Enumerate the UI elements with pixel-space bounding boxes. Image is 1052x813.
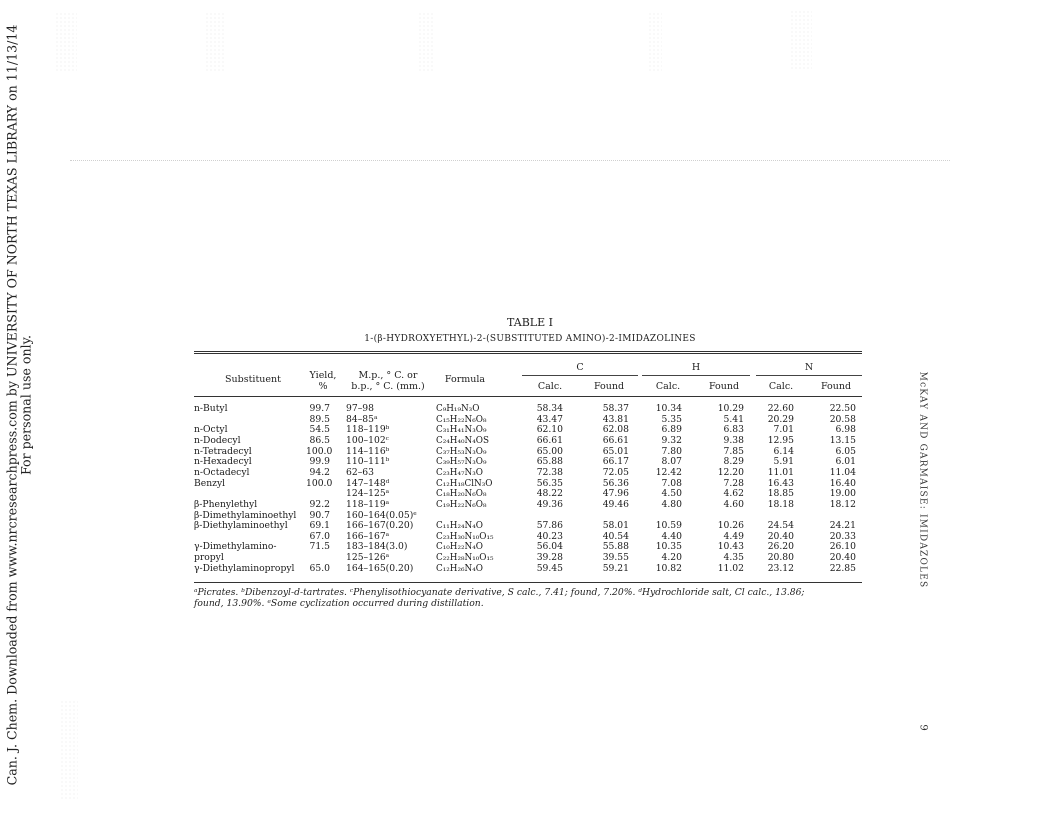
cell-mp: 166–167ᵃ	[346, 530, 390, 542]
scan-noise	[60, 700, 78, 800]
cell-c-found: 39.55	[602, 552, 629, 564]
footnote-line1: ᵃPicrates. ᵇDibenzoyl-d-tartrates. ᶜPhenylisothiocyanate derivative, S calc., 7.41; found, 7.20%. ᵈHydrochloride salt, Cl calc., 13.86;	[194, 587, 805, 598]
cell-n-calc: 22.60	[767, 403, 794, 414]
cell-n-found: 6.98	[835, 424, 856, 436]
cell-mp: 164–165(0.20)	[346, 562, 414, 574]
cell-mp: 62–63	[346, 466, 374, 478]
cell-yield: 65.0	[309, 562, 330, 574]
cell-c-found: 72.05	[602, 466, 629, 478]
cell-n-calc: 23.12	[767, 562, 794, 574]
cell-h-found: 5.41	[723, 413, 744, 425]
download-notice-line1: Can. J. Chem. Downloaded from www.nrcresearchpress.com by UNIVERSITY OF NORTH TEXAS LIBRARY on 11/13/14	[4, 24, 20, 786]
cell-formula: C₁₈H₂₀N₆O₈	[436, 489, 487, 500]
cell-formula: C₃₁H₄₁N₃O₉	[436, 425, 487, 436]
cell-substituent: β-Phenylethyl	[194, 498, 258, 510]
cell-mp: 110–111ᵇ	[346, 456, 390, 468]
header-n-calc: Calc.	[768, 381, 794, 392]
cell-yield: 92.2	[309, 498, 330, 510]
cell-n-found: 18.12	[829, 498, 856, 510]
cell-h-calc: 5.35	[661, 413, 682, 425]
cell-h-calc: 4.50	[661, 488, 682, 500]
header-group-h: H	[691, 362, 701, 373]
cell-yield: 99.7	[309, 403, 330, 414]
cell-yield: 67.0	[309, 530, 330, 542]
cell-n-found: 16.40	[829, 477, 856, 489]
cell-c-found: 65.01	[602, 445, 629, 457]
cell-h-found: 10.26	[717, 520, 744, 532]
cell-c-calc: 58.34	[536, 403, 563, 414]
cell-substituent: γ-Dimethylamino-	[194, 541, 277, 553]
cell-yield: 86.5	[309, 434, 330, 446]
table-top-rule-2	[194, 353, 862, 354]
cell-n-calc: 24.54	[767, 520, 794, 532]
cell-yield: 89.5	[309, 413, 330, 425]
cell-h-calc: 10.35	[655, 541, 682, 553]
cell-h-calc: 7.08	[661, 477, 682, 489]
cell-h-calc: 12.42	[655, 466, 682, 478]
cell-h-found: 10.29	[717, 403, 744, 414]
cell-c-found: 43.81	[602, 413, 629, 425]
cell-formula: C₁₁H₂₄N₄O	[436, 521, 483, 532]
table-row	[194, 404, 862, 415]
table-row	[194, 447, 862, 458]
table-footnotes	[194, 587, 866, 609]
cell-formula: C₂₂H₂₈N₁₀O₁₅	[436, 553, 494, 564]
cell-h-calc: 9.32	[661, 434, 682, 446]
cell-c-calc: 62.10	[536, 424, 563, 436]
cell-n-found: 26.10	[829, 541, 856, 553]
cell-formula: C₂₃H₃₀N₁₀O₁₅	[436, 531, 494, 542]
group-rule-n	[756, 375, 862, 376]
cell-c-found: 55.88	[602, 541, 629, 553]
cell-mp: 125–126ᵃ	[346, 552, 390, 564]
cell-mp: 183–184(3.0)	[346, 541, 408, 553]
cell-h-found: 4.62	[723, 488, 744, 500]
cell-h-found: 7.28	[723, 477, 744, 489]
cell-substituent: n-Dodecyl	[194, 434, 241, 446]
cell-c-found: 66.61	[602, 434, 629, 446]
table-row	[194, 436, 862, 447]
cell-c-found: 58.01	[602, 520, 629, 532]
cell-substituent: n-Tetradecyl	[194, 445, 252, 457]
cell-n-found: 11.04	[829, 466, 856, 478]
cell-c-calc: 48.22	[536, 488, 563, 500]
header-h-calc: Calc.	[655, 381, 681, 392]
cell-formula: C₁₂H₂₆N₄O	[436, 563, 483, 574]
header-yield-line2: %	[318, 381, 328, 392]
cell-mp: 118–119ᵇ	[346, 424, 390, 436]
cell-yield: 99.9	[309, 456, 330, 468]
cell-substituent: γ-Diethylaminopropyl	[194, 562, 295, 574]
cell-n-calc: 20.40	[767, 530, 794, 542]
cell-formula: C₁₂H₁₈ClN₃O	[436, 478, 493, 489]
table-caption: 1-(β-HYDROXYETHYL)-2-(SUBSTITUTED AMINO)-2-IMIDAZOLINES	[364, 334, 696, 344]
cell-c-found: 56.36	[602, 477, 629, 489]
header-n-found: Found	[820, 381, 852, 392]
cell-c-found: 47.96	[602, 488, 629, 500]
cell-n-calc: 7.01	[773, 424, 794, 436]
table-row	[194, 511, 862, 522]
cell-n-found: 19.00	[829, 488, 856, 500]
cell-formula: C₃₇H₅₃N₃O₉	[436, 446, 487, 457]
cell-h-calc: 8.07	[661, 456, 682, 468]
cell-n-found: 20.33	[829, 530, 856, 542]
cell-substituent: n-Butyl	[194, 403, 228, 414]
cell-h-found: 11.02	[717, 562, 744, 574]
cell-substituent: β-Dimethylaminoethyl	[194, 509, 297, 521]
cell-substituent: n-Octyl	[194, 424, 228, 436]
cell-yield: 100.0	[306, 445, 333, 457]
cell-formula: C₉H₁₉N₃O	[436, 404, 480, 414]
header-group-n: N	[804, 362, 814, 373]
header-mp	[340, 370, 436, 392]
cell-n-calc: 26.20	[767, 541, 794, 553]
cell-yield: 54.5	[309, 424, 330, 436]
table-row	[194, 542, 862, 553]
cell-h-calc: 4.80	[661, 498, 682, 510]
cell-n-calc: 5.91	[773, 456, 794, 468]
cell-h-found: 4.49	[723, 530, 744, 542]
cell-n-calc: 20.29	[767, 413, 794, 425]
cell-formula: C₂₄H₄₀N₄OS	[436, 435, 489, 446]
cell-formula: C₂₃H₄₇N₃O	[436, 467, 483, 478]
cell-h-found: 6.83	[723, 424, 744, 436]
cell-mp: 97–98	[346, 403, 374, 414]
cell-h-calc: 10.82	[655, 562, 682, 574]
cell-c-calc: 57.86	[536, 520, 563, 532]
cell-mp: 124–125ᵃ	[346, 488, 390, 500]
cell-substituent: Benzyl	[194, 477, 226, 489]
header-yield	[302, 370, 344, 392]
header-substituent: Substituent	[225, 374, 281, 385]
table-title: TABLE I	[507, 316, 553, 329]
table-row	[194, 468, 862, 479]
scan-fold-line	[70, 160, 950, 161]
cell-h-calc: 6.89	[661, 424, 682, 436]
cell-n-calc: 6.14	[773, 445, 794, 457]
cell-mp: 166–167(0.20)	[346, 520, 414, 532]
header-c-found: Found	[593, 381, 625, 392]
header-group-c: C	[576, 362, 584, 373]
cell-c-calc: 59.45	[536, 562, 563, 574]
scan-noise	[205, 12, 225, 72]
table-row	[194, 425, 862, 436]
cell-c-found: 40.54	[602, 530, 629, 542]
table-row	[194, 457, 862, 468]
cell-c-calc: 65.88	[536, 456, 563, 468]
cell-n-found: 22.50	[829, 403, 856, 414]
cell-n-calc: 12.95	[767, 434, 794, 446]
cell-mp: 114–116ᵇ	[346, 445, 390, 457]
cell-c-calc: 56.04	[536, 541, 563, 553]
cell-n-found: 20.58	[829, 413, 856, 425]
cell-mp: 84–85ᵃ	[346, 413, 378, 425]
page-number: 9	[917, 724, 929, 731]
header-h-found: Found	[708, 381, 740, 392]
cell-c-found: 66.17	[602, 456, 629, 468]
cell-h-calc: 7.80	[661, 445, 682, 457]
table-bottom-rule	[194, 582, 862, 583]
cell-substituent: n-Hexadecyl	[194, 456, 252, 468]
cell-h-found: 4.60	[723, 498, 744, 510]
cell-yield: 69.1	[309, 520, 330, 532]
cell-c-found: 59.21	[602, 562, 629, 574]
running-head	[892, 370, 952, 590]
cell-c-calc: 39.28	[536, 552, 563, 564]
cell-h-found: 8.29	[723, 456, 744, 468]
download-notice-line2: For personal use only.	[18, 334, 34, 476]
cell-n-found: 6.05	[835, 445, 856, 457]
cell-mp: 147–148ᵈ	[346, 477, 390, 489]
cell-c-calc: 72.38	[536, 466, 563, 478]
cell-h-found: 12.20	[717, 466, 744, 478]
cell-mp: 160–164(0.05)ᵉ	[346, 509, 417, 521]
cell-n-calc: 18.85	[767, 488, 794, 500]
cell-yield: 90.7	[309, 509, 330, 521]
header-yield-line1: Yield,	[309, 370, 337, 381]
header-formula: Formula	[444, 374, 486, 385]
table-row	[194, 479, 862, 490]
cell-n-calc: 16.43	[767, 477, 794, 489]
header-mp-line2: b.p., ° C. (mm.)	[351, 381, 425, 392]
scan-noise	[648, 12, 662, 72]
cell-formula: C₁₉H₂₂N₆O₈	[436, 499, 487, 510]
table-top-rule	[194, 351, 862, 352]
cell-n-found: 24.21	[829, 520, 856, 532]
cell-c-calc: 49.36	[536, 498, 563, 510]
cell-h-calc: 10.59	[655, 520, 682, 532]
cell-h-found: 4.35	[723, 552, 744, 564]
cell-substituent: β-Diethylaminoethyl	[194, 520, 288, 532]
cell-h-calc: 4.40	[661, 530, 682, 542]
cell-yield: 94.2	[309, 466, 330, 478]
download-notice	[2, 10, 36, 800]
cell-c-calc: 43.47	[536, 413, 563, 425]
cell-c-found: 62.08	[602, 424, 629, 436]
cell-n-calc: 18.18	[767, 498, 794, 510]
cell-n-calc: 11.01	[767, 466, 794, 478]
header-c-calc: Calc.	[537, 381, 563, 392]
cell-c-found: 49.46	[602, 498, 629, 510]
cell-formula: C₁₀H₂₂N₄O	[436, 542, 483, 553]
table-row	[194, 553, 862, 564]
cell-n-found: 13.15	[829, 434, 856, 446]
cell-c-calc: 40.23	[536, 530, 563, 542]
cell-c-found: 58.37	[602, 403, 629, 414]
cell-h-found: 7.85	[723, 445, 744, 457]
cell-substituent: propyl	[194, 552, 224, 564]
cell-h-calc: 10.34	[655, 403, 682, 414]
table-row	[194, 564, 862, 575]
cell-h-found: 9.38	[723, 434, 744, 446]
cell-substituent: n-Octadecyl	[194, 466, 250, 478]
cell-formula: C₃₉H₅₇N₃O₉	[436, 457, 487, 468]
table-row	[194, 489, 862, 500]
cell-h-calc: 4.20	[661, 552, 682, 564]
group-rule-h	[642, 375, 750, 376]
header-bottom-rule	[194, 396, 862, 397]
table-row	[194, 521, 862, 532]
cell-c-calc: 66.61	[536, 434, 563, 446]
scan-noise	[418, 12, 434, 72]
scan-noise	[790, 10, 812, 70]
cell-n-found: 20.40	[829, 552, 856, 564]
cell-mp: 118–119ᵃ	[346, 498, 390, 510]
scan-noise	[55, 12, 77, 72]
cell-mp: 100–102ᶜ	[346, 434, 389, 446]
cell-h-found: 10.43	[717, 541, 744, 553]
cell-yield: 100.0	[306, 477, 333, 489]
running-head-text: McKAY AND GARMAISE: IMIDAZOLES	[917, 371, 928, 589]
cell-c-calc: 56.35	[536, 477, 563, 489]
cell-n-found: 6.01	[835, 456, 856, 468]
cell-yield: 71.5	[309, 541, 330, 553]
table-row	[194, 415, 862, 426]
cell-formula: C₁₅H₂₂N₆O₈	[436, 414, 487, 425]
group-rule-c	[522, 375, 638, 376]
table-row	[194, 532, 862, 543]
cell-n-calc: 20.80	[767, 552, 794, 564]
cell-n-found: 22.85	[829, 562, 856, 574]
footnote-line2: found, 13.90%. ᵉSome cyclization occurred during distillation.	[194, 598, 484, 609]
cell-c-calc: 65.00	[536, 445, 563, 457]
header-mp-line1: M.p., ° C. or	[358, 370, 418, 381]
table-row	[194, 500, 862, 511]
